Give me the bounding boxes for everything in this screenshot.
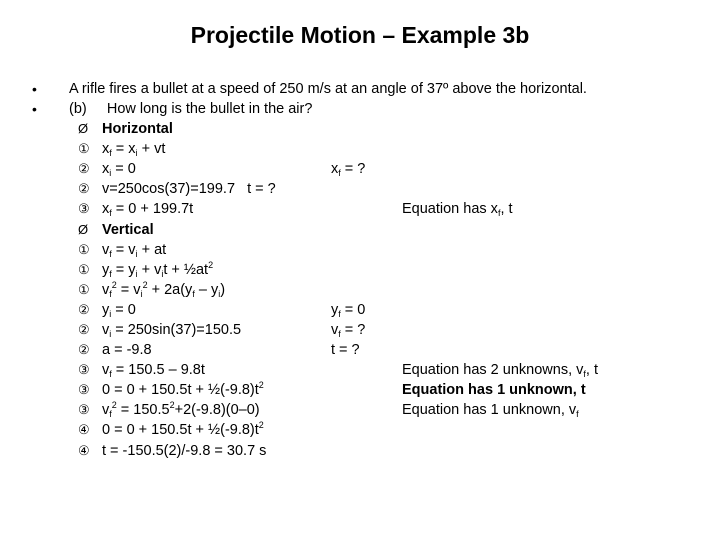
bullet-marker-2: • (32, 101, 37, 117)
question-b: (b) How long is the bullet in the air? (69, 101, 313, 117)
step-marker: ① (78, 282, 90, 297)
step-marker: ④ (78, 443, 90, 458)
step-equation: $x_f = 0 + 199.7t$ (102, 201, 194, 218)
bullet-marker-1: • (32, 81, 37, 97)
step-equation: $x_i = 0$ (102, 161, 136, 178)
step-marker: ① (78, 262, 90, 277)
step-marker: ③ (78, 362, 90, 377)
step-equation: $y_i = 0$ (102, 302, 136, 319)
section-horizontal: Horizontal (102, 121, 173, 137)
section-vertical: Vertical (102, 222, 154, 238)
step-marker: ② (78, 322, 90, 337)
step-marker: ① (78, 141, 90, 156)
step-equation: $0 = 0 + 150.5t + \frac{1}{2}(-9.8)t^2$ (102, 380, 264, 398)
step-marker: ② (78, 302, 90, 317)
step-marker: ③ (78, 402, 90, 417)
step-equation: $v_f^2 = v_i^2 + 2a(y_f - y_i)$ (102, 280, 226, 299)
step-equation: $v_f = v_i$ + at (102, 242, 167, 259)
step-equation: a = -9.8 (102, 342, 152, 358)
step-marker: ② (78, 342, 90, 357)
step-given: t = ? (331, 342, 360, 358)
step-equation: t = -150.5(2)/-9.8 = 30.7 s (102, 443, 267, 459)
step-equation: $v_f = 150.5 - 9.8t$ (102, 362, 205, 379)
step-note: Equation has $x_f$, t (402, 201, 513, 218)
problem-statement: A rifle fires a bullet at a speed of 250 m/s at an angle of 37º above the horizontal. (69, 81, 587, 97)
step-given: $x_f$ = ? (331, 161, 366, 178)
slide-title: Projectile Motion – Example 3b (190, 22, 530, 48)
step-equation: v=250cos(37)=199.7 t = ? (102, 181, 276, 197)
step-note: Equation has 2 unknowns, $v_f$, t (402, 362, 598, 379)
step-marker: ③ (78, 382, 90, 397)
step-note: Equation has 1 unknown, $v_f$ (402, 402, 579, 419)
step-marker: ② (78, 161, 90, 176)
step-marker: ④ (78, 422, 90, 437)
step-note: Equation has 1 unknown, t (402, 382, 586, 398)
step-marker: ③ (78, 201, 90, 216)
step-marker: ② (78, 181, 90, 196)
step-given: $v_f$ = ? (331, 322, 366, 339)
step-equation: $v_f^2 = 150.5^2+2(-9.8)(0-0)$ (102, 400, 260, 419)
step-equation: $0 = 0 + 150.5t + \frac{1}{2}(-9.8)t^2$ (102, 420, 264, 438)
arrow-icon: Ø (78, 121, 89, 136)
step-given: $y_f = 0$ (331, 302, 366, 319)
step-equation: $x_f = x_i$ + vt (102, 141, 166, 158)
step-equation: $y_f = y_i + v_it$ + $\frac{1}{2}at^2$ (102, 260, 214, 279)
step-equation: $v_i = 250\sin(37)=150.5$ (102, 322, 242, 339)
arrow-icon: Ø (78, 222, 89, 237)
step-marker: ① (78, 242, 90, 257)
